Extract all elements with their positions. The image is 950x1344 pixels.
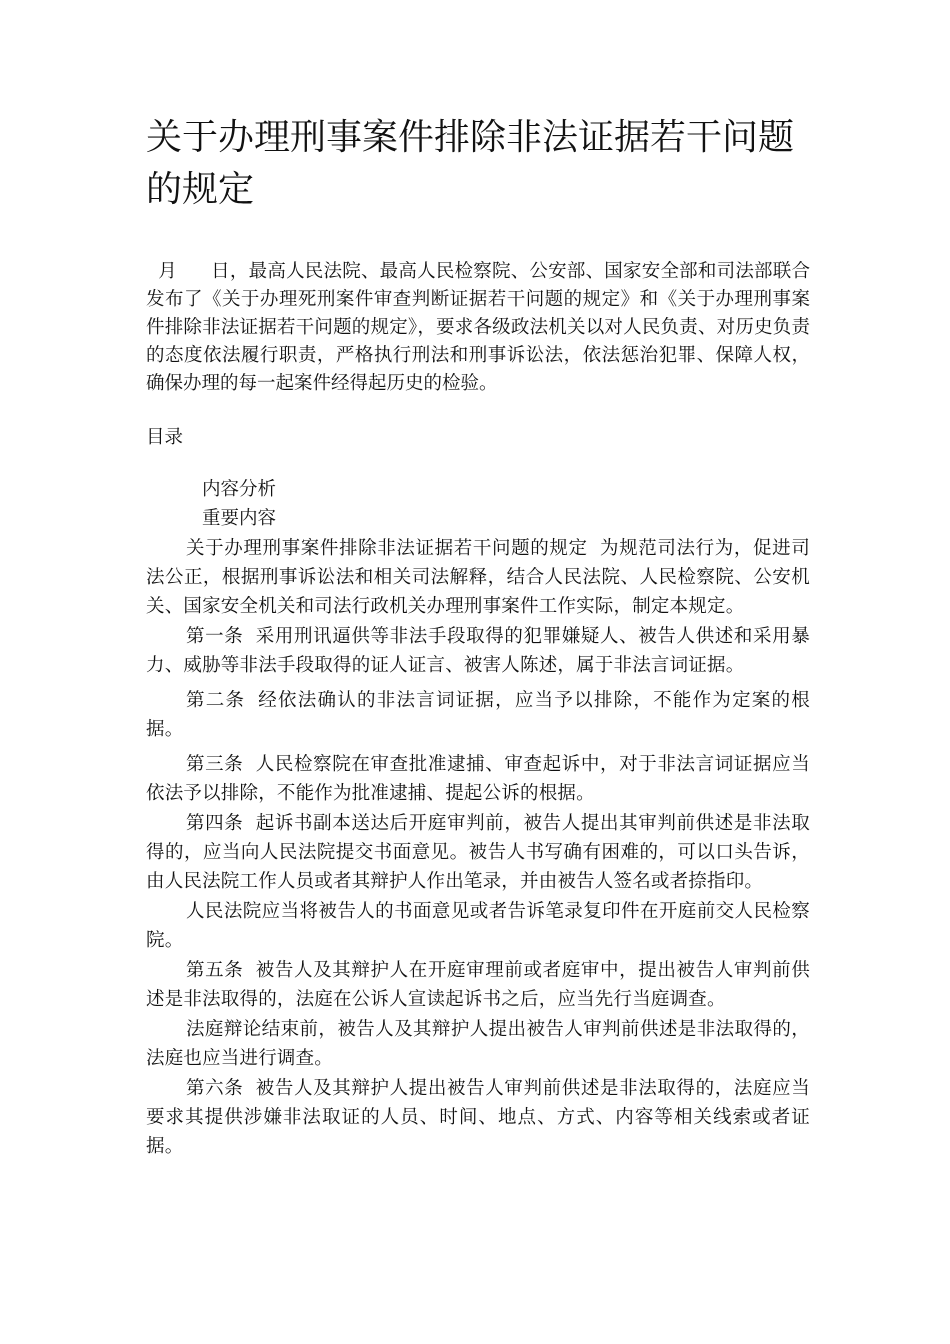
article-2-label: 第二条 — [186, 690, 246, 711]
article-3-text: 人民检察院在审查批准逮捕、审查起诉中，对于非法言词证据应当依法予以排除，不能作为批准逮捕、提起公诉的根据。 — [146, 754, 810, 804]
document-title: 关于办理刑事案件排除非法证据若干问题的规定 — [146, 117, 795, 210]
regulation-preamble — [146, 534, 810, 621]
article-2 — [146, 686, 810, 744]
article-1-text: 采用刑讯逼供等非法手段取得的犯罪嫌疑人、被告人供述和采用暴力、威胁等非法手段取得的证人证言、被害人陈述，属于非法言词证据。 — [146, 626, 810, 676]
regulation-body — [146, 534, 810, 1162]
article-4 — [146, 809, 810, 896]
article-5-text: 被告人及其辩护人在开庭审理前或者庭审中，提出被告人审判前供述是非法取得的，法庭在公诉人宣读起诉书之后，应当先行当庭调查。 — [146, 960, 810, 1010]
article-6-text: 被告人及其辩护人提出被告人审判前供述是非法取得的，法庭应当要求其提供涉嫌非法取证的人员、时间、地点、方式、内容等相关线索或者证据。 — [146, 1078, 810, 1157]
toc-heading: 目录 — [146, 427, 184, 448]
article-3 — [146, 750, 810, 808]
toc-item-content-analysis: 内容分析 — [202, 479, 277, 500]
article-4-text: 起诉书副本送达后开庭审判前，被告人提出其审判前供述是非法取得的，应当向人民法院提交书面意见。被告人书写确有困难的，可以口头告诉，由人民法院工作人员或者其辩护人作出笔录，并由被告人签名或者捺指印。 — [146, 813, 810, 892]
article-6-label: 第六条 — [186, 1078, 244, 1099]
article-3-label: 第三条 — [186, 754, 244, 775]
intro-paragraph — [146, 258, 810, 398]
intro-day-label: 日， — [210, 261, 249, 282]
article-5-second-text: 法庭辩论结束前，被告人及其辩护人提出被告人审判前供述是非法取得的，法庭也应当进行调查。 — [146, 1019, 810, 1069]
intro-text: 最高人民法院、最高人民检察院、公安部、国家安全部和司法部联合发布了《关于办理死刑案件审查判断证据若干问题的规定》和《关于办理刑事案件排除非法证据若干问题的规定》，要求各级政法机关以对人民负责、对历史负责的态度依法履行职责，严格执行刑法和刑事诉讼法，依法惩治犯罪、保障人权，确保办理的每一起案件经得起历史的检验。 — [146, 261, 810, 394]
article-1 — [146, 622, 810, 680]
article-4-second-text: 人民法院应当将被告人的书面意见或者告诉笔录复印件在开庭前交人民检察院。 — [146, 901, 810, 951]
intro-month-label: 月 — [158, 261, 177, 282]
article-1-label: 第一条 — [186, 626, 244, 647]
article-6 — [146, 1074, 810, 1161]
article-4-second-paragraph — [146, 897, 810, 955]
article-4-label: 第四条 — [186, 813, 244, 834]
preamble-title: 关于办理刑事案件排除非法证据若干问题的规定 — [186, 538, 588, 559]
article-5-label: 第五条 — [186, 960, 244, 981]
preamble-text: 为规范司法行为，促进司法公正，根据刑事诉讼法和相关司法解释，结合人民法院、人民检察院、公安机关、国家安全机关和司法行政机关办理刑事案件工作实际，制定本规定。 — [146, 538, 810, 617]
article-2-text: 经依法确认的非法言词证据，应当予以排除，不能作为定案的根据。 — [146, 690, 810, 740]
toc-item-important-content: 重要内容 — [202, 508, 277, 529]
article-5 — [146, 956, 810, 1014]
article-5-second-paragraph — [146, 1015, 810, 1073]
